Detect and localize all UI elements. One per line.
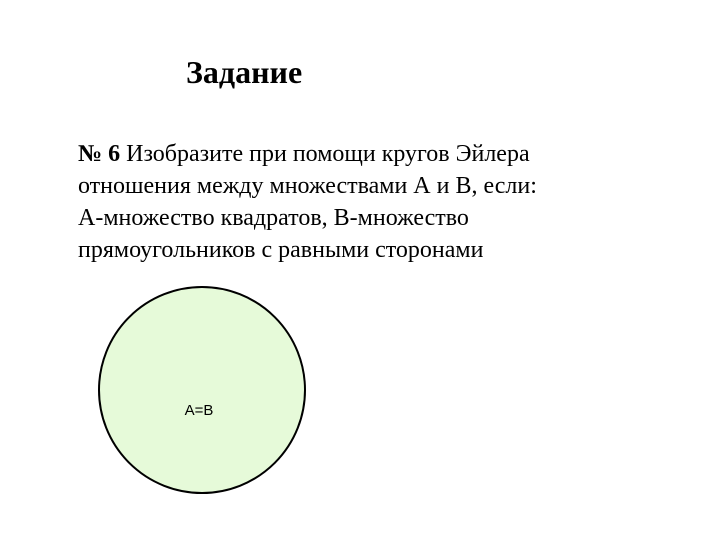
task-line-4: прямоугольников с равными сторонами (78, 237, 484, 263)
task-line-1 (78, 138, 678, 170)
task-line-3: А-множество квадратов, В-множество (78, 205, 469, 231)
circle-label: A=B (184, 402, 214, 419)
slide-title: Задание (186, 54, 303, 90)
task-text (78, 138, 678, 266)
euler-diagram (96, 284, 308, 496)
task-line-2: отношения между множествами А и В, если: (78, 173, 537, 199)
task-line-1-text: Изобразите при помощи кругов Эйлера (126, 141, 530, 167)
task-number: № 6 (78, 141, 121, 167)
euler-circle-a-equals-b (99, 287, 305, 493)
